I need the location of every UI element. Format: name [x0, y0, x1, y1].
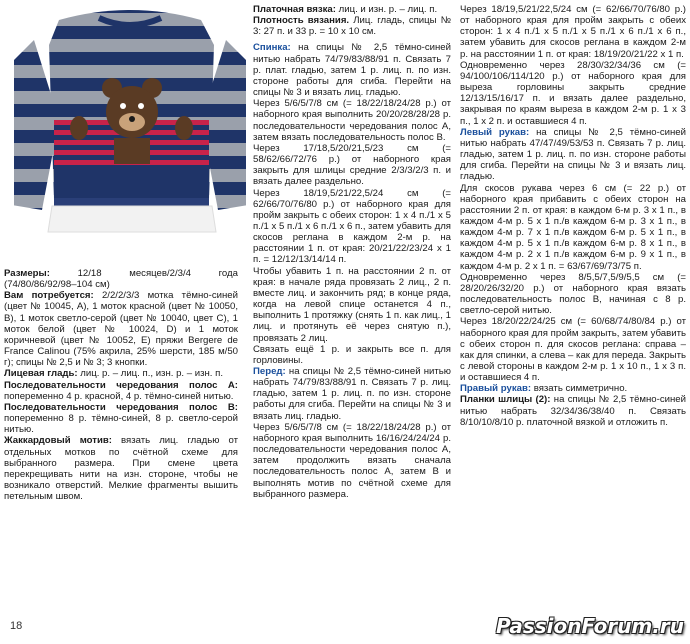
sleeve-para-1: Для скосов рукава через 6 см (= 22 р.) от наборного края прибавить с обеих сторон на расстоянии 2 п. от края: в каждом 6-м р. 3 х 1 п., в каждом 4-м р. 5 х 1 п./в каждом 6-м р. 3 х 1 п., в каждом 4-м р. 7 х 1 п./в каждом 6-м р. 5 х 1 п., в каждом 4-м р. 5 х 1 п./в каждом 6-м р. 8 х 1 п., в каждом 4-м р. 2 х 1 п./в каждом 6-м р. 9 х 1 п., в каждом 4-м р. 2 х 1 п. = 63/67/69/73/75 п.: [460, 182, 686, 272]
column-left: [4, 268, 238, 502]
needed-label: Вам потребуется:: [4, 290, 94, 302]
page-number: 18: [10, 620, 23, 632]
seq-b-text: попеременно 8 р. тёмно-синей, 8 р. светло-серой нитью.: [4, 413, 238, 436]
sizes-text: 12/18 месяцев/2/3/4 года (74/80/86/92/98–104 см): [4, 268, 238, 291]
back-text: на спицы № 2,5 тёмно-синей нитью набрать 74/79/83/88/91 п. Связать 7 р. плат. гладью, затем 1 р. лиц. п. по изн. стороне работы для сгиба. Перейти на спицы № 3 и вязать лиц. гладью.: [253, 42, 451, 99]
jacquard-label: Жаккардовый мотив:: [4, 435, 112, 447]
back-para-1: Через 5/6/5/7/8 см (= 18/22/18/24/28 р.) от наборного края выполнить 20/20/28/28/28 р. последовательности чередования полос A, затем вязать последовательность полос B.: [253, 98, 451, 143]
left-sleeve-label: Левый рукав:: [460, 126, 530, 138]
needed-text: 2/2/2/3/3 мотка тёмно-синей (цвет № 10045, A), 1 моток красной (цвет № 10050, B), 1 моток светло-серой (цвет № 10040, цвет C), 1 моток белой (цвет № 10024, D) и 1 моток коричневой (цвет № 10052, E) пряжи Bergere de France Calinou (75% акрила, 25% шерсти, 185 м/50 г); спицы № 2,5 и № 3; 3 кнопки.: [4, 290, 238, 369]
jacquard-text: вязать лиц. гладью от отдельных мотков по счётной схеме для выбранного размера. При смене цвета перекрещивать нити на изн. стороне, чтобы не возникало отверстий. Мелкие фрагменты вышить петельным швом.: [4, 435, 238, 503]
front-para-1: Через 5/6/5/7/8 см (= 18/22/18/24/28 р.) от наборного края выполнить 16/16/24/24/24 р. последовательности чередования полос A, затем продолжить вязать сначала последовательность полос A, затем B и выполнять мотив по счётной схеме для выбранного размера.: [253, 421, 451, 500]
placket-text: на спицы № 2,5 тёмно-синей нитью набрать 32/34/36/38/40 п. Связать 8/10/10/8/10 р. платочной вязкой и отложить п.: [460, 394, 686, 428]
seq-b-label: Последовательности чередования полос В:: [4, 401, 238, 413]
density-text: Лиц. гладь, спицы № 3: 27 п. и 33 р. = 10 х 10 см.: [253, 15, 451, 38]
back-para-3: Через 18/19,5/21/22,5/24 см (= 62/66/70/76/80 р.) от наборного края для пройм закрыть с обеих сторон: 1 х 4 п./1 х 5 п./1 х 5 п./1 х 6 п./1 х 6 п., затем убавить для скосов реглана в каждом 2-м р. на расстоянии 1 п. от края: 20/21/22/23/24 х 1 п. = 12/12/13/14/14 п.: [253, 187, 451, 266]
front-para-3: Одновременно через 28/30/32/34/36 см (= 94/100/106/114/120 р.) от наборного края для выреза горловины закрыть средние 12/13/15/16/17 п. и вязать далее раздельно, закрывая по краям выреза в каждом 2-м р. 1 х 3 п., 1 х 2 п. и оставшиеся 4 п.: [460, 59, 686, 127]
right-sleeve-label: Правый рукав:: [460, 383, 532, 395]
sweater-photo: [14, 0, 246, 258]
seq-a-text: попеременно 4 р. красной, 4 р. тёмно-синей нитью.: [4, 390, 234, 402]
back-para-5: Связать ещё 1 р. и закрыть все п. для горловины.: [253, 343, 451, 366]
front-para-2: Через 18/19,5/21/22,5/24 см (= 62/66/70/76/80 р.) от наборного края для пройм закрыть с обеих сторон: 1 х 4 п./1 х 5 п./1 х 5 п./1 х 6 п./1 х 6 п., затем убавить для скосов реглана в каждом 2-м р. на расстоянии 1 п. от края: 18/19/20/21/22 х 1 п.: [460, 4, 686, 60]
back-para-2: Через 17/18,5/20/21,5/23 см (= 58/62/66/72/76 р.) от наборного края закрыть для шлицы средние 2/3/3/2/3 п. и вязать далее раздельно.: [253, 142, 451, 188]
face-text: лиц. р. – лиц. п., изн. р. – изн. п.: [77, 368, 224, 380]
plat-text: лиц. и изн. р. – лиц. п.: [335, 4, 438, 15]
density-label: Плотность вязания.: [253, 15, 350, 27]
front-label: Перед:: [253, 366, 286, 377]
column-right: [460, 4, 686, 428]
front-text: на спицы № 2,5 тёмно-синей нитью набрать 74/79/83/88/91 п. Связать 7 р. лиц. гладью, затем 1 р. лиц. п. по изн. стороне работы для сгиба. Перейти на спицы № 3 и вязать лиц. гладью.: [253, 366, 451, 422]
placket-label: Планки шлицы (2):: [460, 394, 551, 406]
sleeve-para-2: Одновременно через 8/5,5/7,5/9/5,5 см (= 28/20/26/32/20 р.) от наборного края вязать последовательность полос B, начиная с 8 р. светло-серой нитью.: [460, 271, 686, 317]
plat-label: Платочная вязка:: [253, 4, 336, 15]
sizes-label: Размеры:: [4, 268, 50, 279]
face-label: Лицевая гладь:: [4, 368, 78, 380]
column-middle: [253, 4, 451, 500]
back-para-4: Чтобы убавить 1 п. на расстоянии 2 п. от края: в начале ряда провязать 2 лиц., 2 п. вместе лиц. и закончить ряд; в конце ряда, когда на левой спице останется 4 п., выполнить 1 протяжку (снять 1 п. как лиц., 1 лиц. и протянуть её через снятую п.), провязать 2 лиц.: [253, 265, 451, 344]
watermark: PassionForum.ru: [495, 614, 684, 638]
seq-a-label: Последовательности чередования полос А:: [4, 379, 238, 391]
back-label: Спинка:: [253, 42, 291, 54]
right-sleeve-text: вязать симметрично.: [531, 383, 628, 395]
sleeve-para-3: Через 18/20/22/24/25 см (= 60/68/74/80/84 р.) от наборного края для пройм закрыть, затем убавить с обеих сторон п. для скосов реглана: справа – как для спинки, а слева – как для переда. Закрыть с левой стороны в каждом 2-м р. 1 х 10 п., 1 х 3 п. и оставшиеся 4 п.: [460, 316, 686, 384]
left-sleeve-text: на спицы № 2,5 тёмно-синей нитью набрать 47/47/49/53/53 п. Связать 7 р. лиц. гладью, затем 1 р. лиц. п. по изн. стороне работы для сгиба. Перейти на спицы № 3 и вязать лиц. гладью.: [460, 126, 686, 183]
